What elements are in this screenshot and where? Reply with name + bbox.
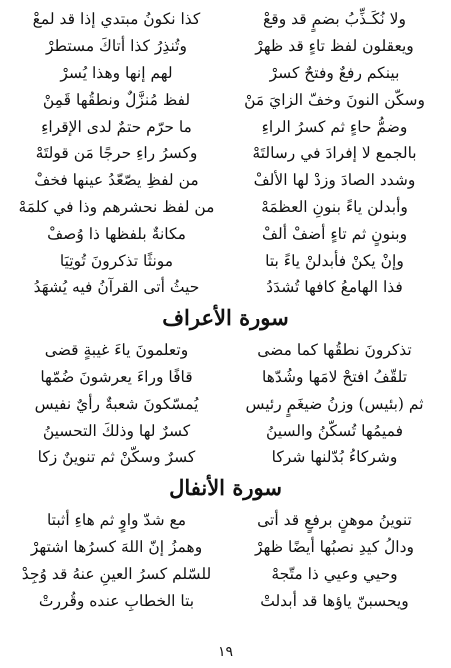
poem-content	[14, 6, 437, 614]
first-hemistich: وشركاءُ بُدّلنها شركا	[271, 448, 398, 467]
verse-line	[14, 247, 437, 274]
first-hemistich: تلقّفُ افتحْ لامَها وشُدّها	[261, 367, 408, 386]
verse-line	[14, 60, 437, 87]
first-hemistich: ثم (بئيس) وزنُ ضيغَمٍ رئيس	[245, 394, 424, 413]
verse-block	[14, 507, 437, 614]
verse-line	[14, 444, 437, 471]
verse-line	[14, 6, 437, 33]
first-hemistich: وسكّن النونَ وخفّ الزايَ مَنْ	[244, 90, 425, 109]
first-hemistich: وأبدلن ياءً بنونِ العظمَهْ	[261, 197, 408, 216]
second-hemistich: بتا الخطابِ عنده وقُررتْ	[38, 591, 195, 610]
second-hemistich: وتُنذِرُ كذا أتاكَ مستطرْ	[46, 37, 187, 56]
verse-line	[14, 417, 437, 444]
verse-line	[14, 194, 437, 221]
second-hemistich: وهمزُ إنّ اللهَ كسرُها اشتهرْ	[30, 537, 203, 556]
verse-line	[14, 113, 437, 140]
first-hemistich: ويحسبنّ ياؤها قد أبدلتْ	[260, 591, 409, 610]
second-hemistich: حيثُ أتى القرآنُ فيه يُشهَدُ	[33, 278, 200, 297]
verse-line	[14, 86, 437, 113]
first-hemistich: وحيي وعيي ذا متّجهْ	[271, 564, 398, 583]
first-hemistich: فميمُها تُسكّنُ والسينُ	[265, 421, 404, 440]
second-hemistich: كسرٌ لها وذلكَ التحسينُ	[42, 421, 191, 440]
verse-line	[14, 274, 437, 301]
second-hemistich: وكسرُ راءِ حرجًا مَن قولتَهْ	[35, 144, 198, 163]
page-number: ١٩	[217, 644, 234, 660]
second-hemistich: يُمسّكونَ شعبةٌ رأيٌ نفيس	[34, 394, 199, 413]
verse-line	[14, 364, 437, 391]
first-hemistich: ولا نُكَـذِّبُ بضمٍ قد وقعْ	[263, 10, 406, 29]
verse-line	[14, 560, 437, 587]
verse-line	[14, 390, 437, 417]
second-hemistich: من لفظِ يصّعّدُ عينها فخفْ	[34, 171, 199, 190]
second-hemistich: مكانةٌ بلفظها ذا وُصفْ	[47, 224, 186, 243]
second-hemistich: كذا نكونُ مبتدي إذا قد لمعْ	[32, 10, 201, 29]
first-hemistich: وضمُّ حاءٍ ثم كسرُ الراءِ	[261, 117, 408, 136]
second-hemistich: مونثًا تذكرونَ تُوتِيَا	[59, 251, 174, 270]
section-title: سورة الأعراف	[162, 304, 289, 330]
verse-block	[14, 6, 437, 301]
second-hemistich: قافًا وراءَ يعرشونَ ضُمّها	[40, 367, 193, 386]
second-hemistich: من لفظ نحشرهم وذا في كلمَهْ	[18, 197, 215, 216]
verse-line	[14, 33, 437, 60]
second-hemistich: لهم إنها وهذا يُسرْ	[60, 63, 173, 82]
second-hemistich: ما حرّم حتمٌ لدى الإقراءِ	[41, 117, 192, 136]
first-hemistich: ويعقلون لفظ تاءٍ قد ظهرْ	[255, 37, 414, 56]
first-hemistich: ودالُ كيدِ نصبُها أيضًا ظهرْ	[255, 537, 414, 556]
verse-line	[14, 587, 437, 614]
verse-line	[14, 534, 437, 561]
verse-line	[14, 220, 437, 247]
section-title: سورة الأنفال	[169, 474, 282, 500]
second-hemistich: للسّلم كسرُ العينِ عنهُ قد وُجِدْ	[21, 564, 212, 583]
first-hemistich: وإنْ يكنْ فأبدلنْ ياءً بتا	[265, 251, 404, 270]
verse-line	[14, 337, 437, 364]
verse-line	[14, 140, 437, 167]
second-hemistich: وتعلمونَ ياءَ غيبةٍ قضى	[44, 341, 189, 360]
second-hemistich: كسرٌ وسكّنْ ثم تنوينٌ زكا	[37, 448, 196, 467]
second-hemistich: مع شدّ واوٍ ثم هاءِ أثبتا	[46, 511, 187, 530]
verse-line	[14, 167, 437, 194]
first-hemistich: بالجمع لا إفرادَ في رسالتَهْ	[252, 144, 417, 163]
first-hemistich: تذكرونَ نطقُها كما مضى	[257, 341, 412, 360]
first-hemistich: تنوينُ موهنٍ برفعٍ قد أتى	[257, 511, 412, 530]
second-hemistich: لفظ مُنزَّلٌ ونطقُها قَمِنْ	[42, 90, 191, 109]
first-hemistich: فذا الهامعُ كافها تُشدَدُ	[266, 278, 403, 297]
first-hemistich: وبنونٍ ثم تاءٍ أضفْ ألفْ	[261, 224, 408, 243]
verse-line	[14, 507, 437, 534]
first-hemistich: بينكم رفعٌ وفتحٌ كسرْ	[269, 63, 400, 82]
first-hemistich: وشدد الصادَ وزدْ لها الألفْ	[253, 171, 416, 190]
verse-block	[14, 337, 437, 471]
